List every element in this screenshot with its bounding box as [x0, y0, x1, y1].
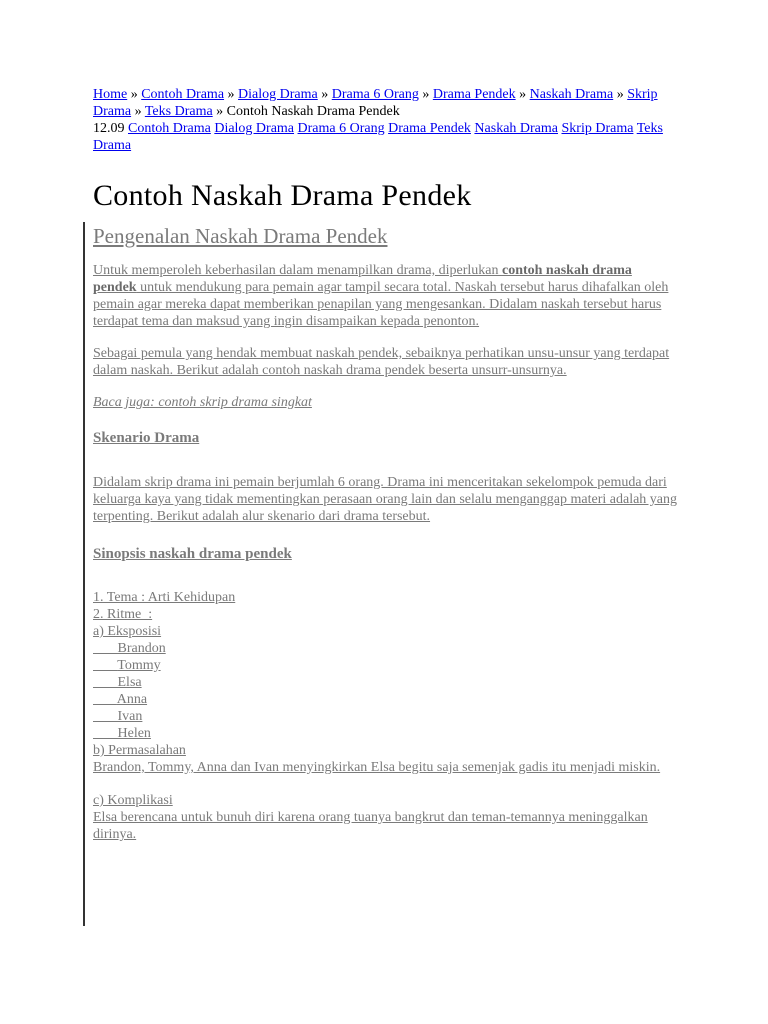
breadcrumb-home[interactable]: Home — [93, 87, 128, 102]
intro-text-end: untuk mendukung para pemain agar tampil secara total. Naskah tersebut harus dihafalkan oleh pemain agar mereka dapat memberikan penapilan yang mengesankan. Didalam naskah tersebut harus terdapat tema dan maksud yang ingin disampaikan kepada penonton. — [93, 280, 669, 329]
label-link[interactable]: Naskah Drama — [474, 121, 558, 136]
character-name: Ivan — [117, 709, 143, 724]
label-link[interactable]: Dialog Drama — [214, 121, 295, 136]
second-paragraph: Sebagai pemula yang hendak membuat naskah pendek, sebaiknya perhatikan unsu-unsur yang terdapat dalam naskah. Berikut adalah contoh naskah drama pendek beserta unsurr-unsurnya. — [93, 346, 670, 378]
character-item — [93, 640, 678, 657]
intro-keyword: contoh naskah drama pendek — [93, 263, 632, 295]
page-header — [93, 86, 678, 214]
character-item — [93, 657, 678, 674]
breadcrumb-separator: » — [134, 104, 142, 119]
character-name: Anna — [116, 692, 148, 707]
label-link[interactable]: Skrip Drama — [561, 121, 634, 136]
label-link[interactable]: Teks Drama — [93, 121, 663, 153]
eksposisi-line: a) Eksposisi — [93, 624, 162, 639]
section-heading: Pengenalan Naskah Drama Pendek — [93, 224, 388, 248]
breadcrumb-separator: » — [616, 87, 624, 102]
breadcrumb-separator: » — [216, 104, 224, 119]
breadcrumb-contoh-drama[interactable]: Contoh Drama — [141, 87, 225, 102]
breadcrumb-naskah-drama[interactable]: Naskah Drama — [529, 87, 614, 102]
skenario-heading: Skenario Drama — [93, 430, 200, 446]
breadcrumb-dialog-drama[interactable]: Dialog Drama — [238, 87, 318, 102]
character-item — [93, 708, 678, 725]
komplikasi-text: Elsa berencana untuk bunuh diri karena orang tuanya bangkrut dan teman-temannya meninggalkan dirinya. — [93, 810, 648, 842]
character-name: Helen — [117, 726, 151, 741]
character-name: Brandon — [117, 641, 166, 656]
breadcrumb — [93, 86, 678, 120]
ritme-line: 2. Ritme : — [93, 607, 153, 622]
sinopsis-heading: Sinopsis naskah drama pendek — [93, 546, 292, 562]
character-name: Tommy — [117, 658, 161, 673]
character-name: Elsa — [117, 675, 142, 690]
character-item — [93, 691, 678, 708]
read-also-link[interactable]: Baca juga: contoh skrip drama singkat — [93, 395, 312, 410]
komplikasi-line: c) Komplikasi — [93, 793, 173, 808]
spacer — [93, 563, 678, 589]
breadcrumb-separator: » — [422, 87, 430, 102]
permasalahan-line: b) Permasalahan — [93, 743, 186, 758]
breadcrumb-separator: » — [227, 87, 235, 102]
breadcrumb-teks-drama[interactable]: Teks Drama — [144, 104, 213, 119]
breadcrumb-drama-pendek[interactable]: Drama Pendek — [432, 87, 516, 102]
breadcrumb-separator: » — [321, 87, 329, 102]
intro-text-start: Untuk memperoleh keberhasilan dalam menampilkan drama, diperlukan — [93, 263, 502, 278]
breadcrumb-skrip-drama[interactable]: Skrip Drama — [93, 87, 658, 119]
spacer — [93, 776, 678, 792]
breadcrumb-drama-6-orang[interactable]: Drama 6 Orang — [331, 87, 419, 102]
tema-line: 1. Tema : Arti Kehidupan — [93, 590, 236, 605]
post-meta — [93, 120, 678, 154]
breadcrumb-separator: » — [130, 87, 138, 102]
breadcrumb-current: Contoh Naskah Drama Pendek — [226, 104, 400, 119]
character-item — [93, 725, 678, 742]
post-time: 12.09 — [93, 121, 125, 136]
skenario-paragraph: Didalam skrip drama ini pemain berjumlah 6 orang. Drama ini menceritakan sekelompok pemuda dari keluarga kaya yang tidak mementingkan perasaan orang lain dan selalu menganggap materi adalah yang terpenting. Berikut adalah alur skenario dari drama tersebut. — [93, 475, 678, 524]
breadcrumb-separator: » — [519, 87, 527, 102]
character-item — [93, 674, 678, 691]
label-link[interactable]: Contoh Drama — [128, 121, 211, 136]
intro-paragraph — [93, 262, 678, 330]
label-link[interactable]: Drama Pendek — [388, 121, 471, 136]
permasalahan-text: Brandon, Tommy, Anna dan Ivan menyingkirkan Elsa begitu saja semenjak gadis itu menjadi miskin. — [93, 760, 661, 775]
post-body — [93, 222, 678, 843]
blockquote-border — [83, 222, 85, 926]
post-title: Contoh Naskah Drama Pendek — [93, 179, 472, 212]
label-link[interactable]: Drama 6 Orang — [297, 121, 385, 136]
